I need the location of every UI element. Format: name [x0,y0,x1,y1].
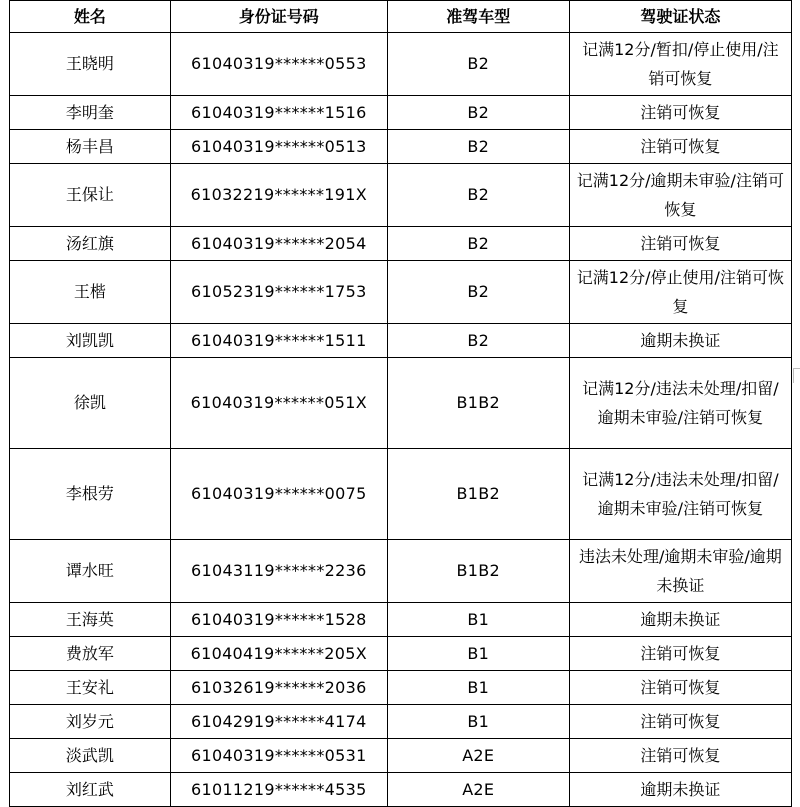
driver-name-cell: 王晓明 [10,33,171,96]
license-status-cell: 记满12分/逾期未审验/注销可恢复 [569,164,791,227]
driver-name-cell: 王楷 [10,261,171,324]
license-status-cell: 注销可恢复 [569,671,791,705]
id-number-cell: 61032619******2036 [170,671,387,705]
id-number-cell: 61040319******0531 [170,739,387,773]
driver-name-cell: 王海英 [10,603,171,637]
license-type-cell: B2 [387,261,569,324]
table-row [10,773,792,807]
license-type-cell: B1 [387,637,569,671]
license-type-cell: A2E [387,773,569,807]
license-type-cell: B1 [387,671,569,705]
table-row [10,227,792,261]
id-number-cell: 61040319******1516 [170,96,387,130]
id-number-cell: 61052319******1753 [170,261,387,324]
license-type-cell: B1B2 [387,358,569,449]
id-number-cell: 61040319******0513 [170,130,387,164]
driver-name-cell: 王安礼 [10,671,171,705]
license-status-cell: 注销可恢复 [569,227,791,261]
id-number-cell: 61040419******205X [170,637,387,671]
header-id-number: 身份证号码 [170,1,387,33]
license-type-cell: B2 [387,164,569,227]
driver-name-cell: 谭水旺 [10,540,171,603]
license-status-cell: 逾期未换证 [569,324,791,358]
id-number-cell: 61040319******0075 [170,449,387,540]
license-status-cell: 注销可恢复 [569,96,791,130]
table-row [10,130,792,164]
table-row [10,358,792,449]
license-type-cell: B1 [387,603,569,637]
license-status-cell: 记满12分/停止使用/注销可恢复 [569,261,791,324]
table-row [10,96,792,130]
license-status-cell: 注销可恢复 [569,130,791,164]
table-row [10,261,792,324]
driver-name-cell: 刘红武 [10,773,171,807]
driver-name-cell: 李明奎 [10,96,171,130]
id-number-cell: 61040319******051X [170,358,387,449]
driver-name-cell: 刘岁元 [10,705,171,739]
edge-marker [793,368,800,383]
id-number-cell: 61040319******1511 [170,324,387,358]
license-type-cell: B1 [387,705,569,739]
table-row [10,671,792,705]
driver-name-cell: 刘凯凯 [10,324,171,358]
driver-name-cell: 王保让 [10,164,171,227]
id-number-cell: 61042919******4174 [170,705,387,739]
id-number-cell: 61032219******191X [170,164,387,227]
license-type-cell: B2 [387,33,569,96]
header-name: 姓名 [10,1,171,33]
id-number-cell: 61043119******2236 [170,540,387,603]
table-row [10,164,792,227]
driver-name-cell: 汤红旗 [10,227,171,261]
license-status-cell: 违法未处理/逾期未审验/逾期未换证 [569,540,791,603]
table-row [10,705,792,739]
id-number-cell: 61040319******2054 [170,227,387,261]
table-row [10,637,792,671]
header-license-type: 准驾车型 [387,1,569,33]
license-status-cell: 注销可恢复 [569,705,791,739]
driver-name-cell: 淡武凯 [10,739,171,773]
license-status-cell: 记满12分/暂扣/停止使用/注销可恢复 [569,33,791,96]
license-status-cell: 逾期未换证 [569,773,791,807]
license-type-cell: B2 [387,130,569,164]
driver-name-cell: 费放军 [10,637,171,671]
license-status-table [9,0,792,807]
license-type-cell: B2 [387,324,569,358]
license-status-cell: 注销可恢复 [569,637,791,671]
driver-name-cell: 杨丰昌 [10,130,171,164]
driver-name-cell: 李根劳 [10,449,171,540]
license-status-cell: 记满12分/违法未处理/扣留/逾期未审验/注销可恢复 [569,358,791,449]
license-type-cell: B2 [387,227,569,261]
id-number-cell: 61011219******4535 [170,773,387,807]
table-row [10,33,792,96]
header-row [10,1,792,33]
table-row [10,324,792,358]
id-number-cell: 61040319******1528 [170,603,387,637]
license-status-cell: 注销可恢复 [569,739,791,773]
table-row [10,449,792,540]
license-status-cell: 逾期未换证 [569,603,791,637]
license-type-cell: B1B2 [387,449,569,540]
table-row [10,603,792,637]
header-license-status: 驾驶证状态 [569,1,791,33]
license-status-cell: 记满12分/违法未处理/扣留/逾期未审验/注销可恢复 [569,449,791,540]
id-number-cell: 61040319******0553 [170,33,387,96]
table-row [10,540,792,603]
license-type-cell: B2 [387,96,569,130]
license-type-cell: B1B2 [387,540,569,603]
table-row [10,739,792,773]
license-type-cell: A2E [387,739,569,773]
driver-name-cell: 徐凯 [10,358,171,449]
